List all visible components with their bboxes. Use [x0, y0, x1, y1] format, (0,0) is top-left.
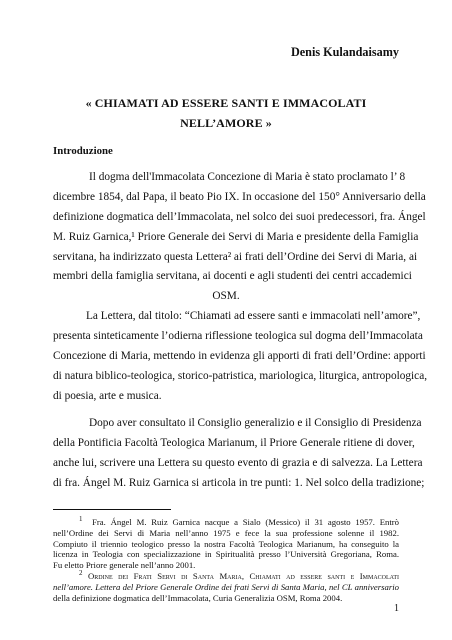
page-number: 1: [394, 603, 399, 614]
section-heading: Introduzione: [53, 145, 113, 157]
paragraph-3: [53, 414, 425, 494]
paragraph-1: [53, 168, 426, 307]
paragraph-line: M. Ruiz Garnica,¹ Priore Generale dei Servi di Maria e presidente della Famiglia: [53, 230, 419, 243]
paragraph-line: servitana, ha indirizzato questa Lettera² ai frati dell’Ordine dei Servi di Maria, ai: [53, 250, 418, 263]
footnote-line: nell’amore. Lettera del Priore Generale Ordine dei frati Servi di Santa Maria, nel CL anniversario: [53, 581, 399, 592]
paragraph-line: Concezione di Maria, mettendo in evidenza gli apporti di frati dell’Ordine: apporti: [53, 349, 426, 362]
title-line-2: NELL’AMORE »: [180, 116, 272, 130]
paragraph-line: di natura biblico-teologica, storico-patristica, mariologica, liturgica, antropologica,: [53, 369, 428, 382]
paragraph-line: di fra. Ángel M. Ruiz Garnica si articola in tre punti: 1. Nel solco della tradizione;: [53, 476, 425, 489]
title-line-1: « CHIAMATI AD ESSERE SANTI E IMMACOLATI: [85, 96, 367, 110]
footnote-marker: 2: [79, 569, 83, 578]
paragraph-line: della Pontificia Facoltà Teologica Marianum, il Priore Generale ritiene di dover,: [53, 436, 415, 449]
footnote-line: Fu eletto Priore generale nell’anno 2001.: [53, 560, 196, 571]
paragraph-line: Dopo aver consultato il Consiglio generalizio e il Consiglio di Presidenza: [89, 417, 422, 429]
paragraph-line: La Lettera, dal titolo: “Chiamati ad essere santi e immacolati nell’amore”,: [86, 310, 421, 322]
footnote-separator: [53, 509, 171, 510]
footnote-line: $^2$ Ordine dei Frati Servi di Santa Maria, Chiamati ad essere santi e Immacolati: [79, 569, 399, 581]
document-title: [53, 93, 399, 133]
footnote-line: $^1$ Fra. Ángel M. Ruiz Garnica nacque a Sialo (Messico) il 31 agosto 1957. Entrò: [79, 515, 400, 527]
paragraph-2: [53, 307, 428, 406]
paragraph-line: dicembre 1854, dal Papa, il beato Pio IX. In occasione del 150° Anniversario della: [53, 190, 426, 203]
paragraph-line: OSM.: [212, 290, 240, 303]
paragraph-line: di poesia, arte e musica.: [53, 389, 162, 402]
author-name: Denis Kulandaisamy: [290, 45, 399, 59]
paragraph-line: anche lui, scrivere una Lettera su questo evento di grazia e di salvezza. La Lettera: [53, 456, 423, 469]
footnote-2: [53, 571, 399, 603]
footnote-marker: 1: [79, 515, 83, 524]
paragraph-line: Il dogma dell'Immacolata Concezione di Maria è stato proclamato l’ 8: [89, 171, 406, 183]
paragraph-line: presenta sinteticamente l’odierna riflessione teologica sul dogma dell’Immacolata: [53, 329, 423, 342]
paragraph-line: definizione dogmatica dell’Immacolata, nel solco dei suoi predecessori, fra. Ángel: [53, 210, 426, 223]
footnote-line: Compiuto il triennio teologico presso la nostra Facoltà Teologica Marianum, ha conseguito la: [53, 538, 399, 549]
footnote-line: nell’Ordine dei Servi di Maria nell’anno 1975 e fece la sua professione solenne il 1982.: [53, 527, 399, 538]
footnote-1: [53, 517, 399, 571]
footnote-line: della definizione dogmatica dell’Immacolata, Curia Generalizia OSM, Roma 2004.: [53, 592, 343, 603]
paragraph-line: membri della famiglia servitana, ai docenti e agli studenti dei centri accademici: [53, 270, 412, 283]
footnote-line: licenza in Teologia con specializzazione in Spiritualità presso l’Università Gregoriana, Roma.: [53, 549, 399, 560]
